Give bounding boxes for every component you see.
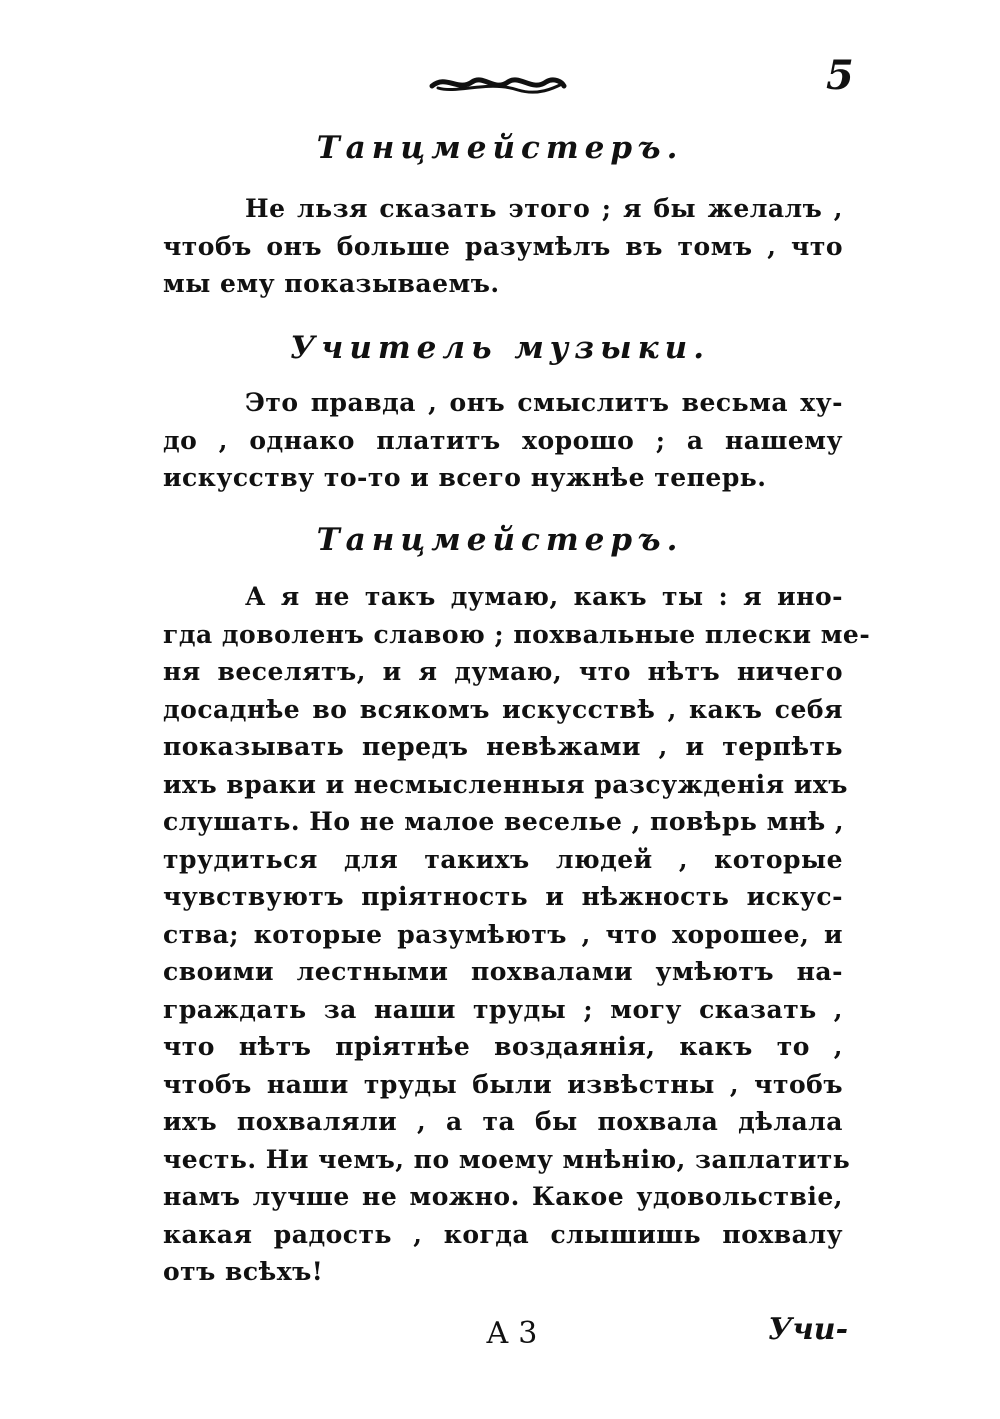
headpiece-ornament-icon xyxy=(428,70,568,96)
speaker-heading: Танцмейстеръ. xyxy=(316,522,684,558)
text-line: Не льзя сказать этого ; я бы желалъ , xyxy=(245,194,843,223)
page-number: 5 xyxy=(826,52,854,99)
speech-paragraph xyxy=(163,384,843,497)
speech-paragraph xyxy=(163,190,843,303)
text-line: намъ лучше не можно. Какое удовольствіе, xyxy=(163,1182,843,1211)
text-line: трудиться для такихъ людей , которые xyxy=(163,844,843,874)
speaker-heading: Танцмейстеръ. xyxy=(316,130,684,166)
text-line: какая радость , когда слышишь похвалу xyxy=(163,1219,843,1249)
catchword: Учи- xyxy=(768,1312,849,1347)
text-line: своими лестными похвалами умѣютъ на- xyxy=(163,957,843,986)
speech-paragraph xyxy=(163,578,871,1291)
text-line: что нѣтъ пріятнѣе воздаянія, какъ то , xyxy=(163,1032,843,1061)
text-line: А я не такъ думаю, какъ ты : я ино- xyxy=(245,582,843,611)
text-line: граждать за наши труды ; могу сказать , xyxy=(163,994,843,1024)
text-line: слушать. Но не малое веселье , повѣрь мнѣ , xyxy=(163,807,845,836)
text-line: гда доволенъ славою ; похвальные плески ме- xyxy=(163,619,871,649)
text-line: ства; которые разумѣютъ , что хорошее, и xyxy=(163,919,843,949)
text-line: мы ему показываемъ. xyxy=(163,269,500,298)
text-line: чтобъ онъ больше разумѣлъ въ томъ , что xyxy=(163,231,843,261)
text-line: отъ всѣхъ! xyxy=(163,1257,324,1286)
text-line: чувствуютъ пріятность и нѣжность искус- xyxy=(163,882,843,911)
text-line: ихъ похваляли , а та бы похвала дѣлала xyxy=(163,1107,843,1136)
text-line: Это правда , онъ смыслитъ весьма ху- xyxy=(245,388,843,417)
text-line: досаднѣе во всякомъ искусствѣ , какъ себя xyxy=(163,694,843,724)
text-line: до , однако платитъ хорошо ; а нашему xyxy=(163,425,843,455)
text-line: показывать передъ невѣжами , и терпѣть xyxy=(163,732,843,761)
speaker-heading: Учитель музыки. xyxy=(290,330,710,366)
signature-mark: А 3 xyxy=(486,1316,538,1351)
text-line: ня веселятъ, и я думаю, что нѣтъ ничего xyxy=(163,657,843,686)
text-line: честь. Ни чемъ, по моему мнѣнію, заплатить xyxy=(163,1144,851,1174)
text-line: ихъ враки и несмысленныя разсужденія ихъ xyxy=(163,769,848,799)
text-line: чтобъ наши труды были извѣстны , чтобъ xyxy=(163,1069,843,1099)
text-line: искусству то-то и всего нужнѣе теперь. xyxy=(163,463,767,492)
